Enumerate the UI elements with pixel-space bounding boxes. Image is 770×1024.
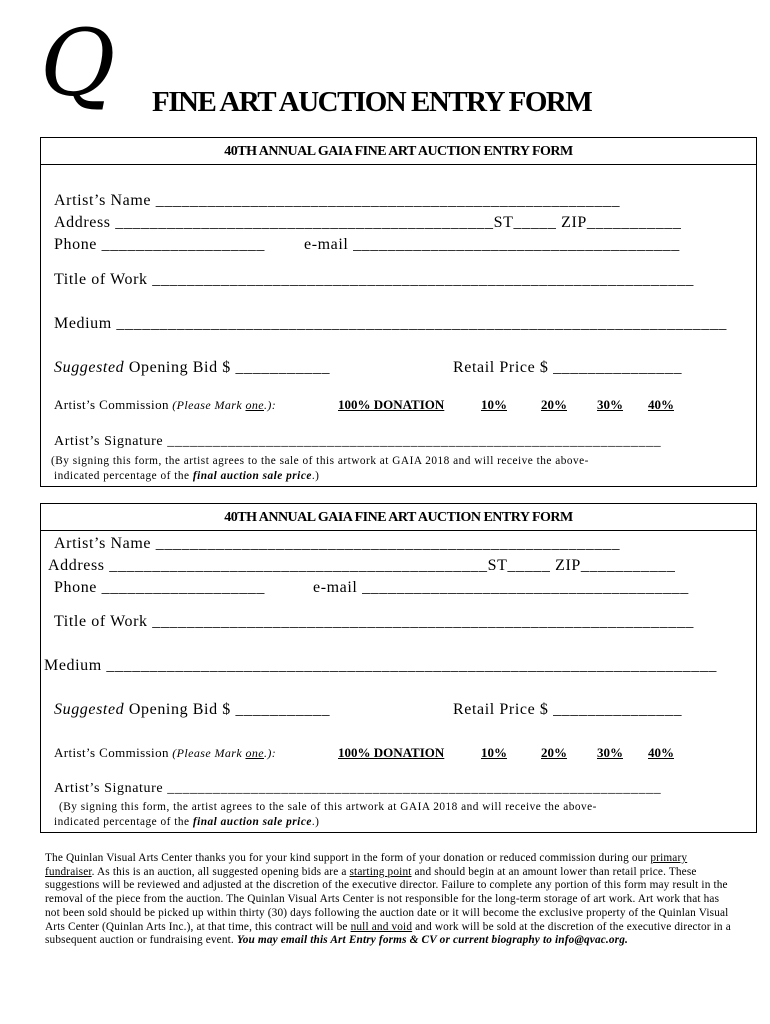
option-20-percent[interactable]: 20%: [541, 397, 567, 412]
final-auction-sale-price: final auction sale price: [192, 470, 312, 482]
option-10-percent[interactable]: 10%: [481, 745, 507, 760]
please-mark-pre: (Please Mark: [172, 746, 246, 760]
opening-bid-field[interactable]: [54, 359, 330, 377]
signature-field[interactable]: Artist’s Signature _________________________________________________________________: [54, 781, 662, 796]
footer-starting-point: starting point: [349, 865, 412, 878]
medium-field[interactable]: Medium _______________________________________________________________________: [54, 315, 728, 332]
option-30-percent[interactable]: 30%: [597, 745, 623, 760]
footer-text-4: and work will be sold at the discretion of the executive director in a subsequent auction or fundraising event.: [45, 920, 731, 947]
agreement-note-line2: [54, 470, 319, 482]
phone-field[interactable]: Phone ___________________: [54, 236, 265, 253]
address-field[interactable]: Address ____________________________________________ST_____ ZIP___________: [54, 214, 682, 231]
title-of-work-field[interactable]: Title of Work _______________________________________________________________: [54, 613, 695, 630]
please-mark-post: .):: [264, 398, 277, 412]
footer-terms: [45, 852, 735, 948]
medium-field[interactable]: Medium _______________________________________________________________________: [44, 657, 718, 674]
please-mark-one: one: [245, 398, 264, 412]
footer-primary-fundraiser: primary fundraiser: [45, 852, 688, 878]
option-40-percent[interactable]: 40%: [648, 397, 674, 412]
artist-name-field[interactable]: Artist’s Name ______________________________________________________: [54, 192, 621, 209]
commission-label: [54, 745, 276, 761]
note-line2-post: .): [311, 816, 320, 828]
agreement-note-line1: (By signing this form, the artist agrees to the sale of this artwork at GAIA 2018 and will receive the above-: [59, 801, 597, 813]
agreement-note-line2: [54, 816, 319, 828]
note-line2-pre: indicated percentage of the: [54, 470, 193, 482]
footer-text-3: and should begin at an amount lower than retail price. These suggestions will be reviewed and adjusted at the discretion of the executive director. Failure to complete any portion of this form may result in the removal of the piece from the auction. The Quinlan Visual Arts Center is not responsible for the long-term storage of art work. Art work that has not been sold should be picked up within thirty (30) days following the auction date or it will become the exclusive property of the Quinlan Visual Arts Center (Quinlan Arts Inc.), at that time, this contract will be: [45, 865, 729, 933]
suggested-label: Suggested: [54, 359, 125, 376]
option-100-donation[interactable]: 100% DONATION: [338, 745, 445, 760]
suggested-label: Suggested: [54, 701, 125, 718]
final-auction-sale-price: final auction sale price: [192, 816, 312, 828]
opening-bid-field[interactable]: [54, 701, 330, 719]
form-header: 40TH ANNUAL GAIA FINE ART AUCTION ENTRY FORM: [41, 138, 756, 165]
note-line2-post: .): [311, 470, 320, 482]
commission-text: Artist’s Commission: [54, 397, 169, 412]
phone-field[interactable]: Phone ___________________: [54, 579, 265, 596]
option-20-percent[interactable]: 20%: [541, 745, 567, 760]
please-mark-one: one: [245, 746, 264, 760]
retail-price-field[interactable]: Retail Price $ _______________: [453, 359, 683, 376]
note-line2-pre: indicated percentage of the: [54, 816, 193, 828]
commission-label: [54, 397, 276, 413]
email-field[interactable]: e-mail ______________________________________: [313, 579, 689, 596]
option-40-percent[interactable]: 40%: [648, 745, 674, 760]
title-of-work-field[interactable]: Title of Work _______________________________________________________________: [54, 271, 695, 288]
signature-field[interactable]: Artist’s Signature _________________________________________________________________: [54, 434, 662, 449]
commission-text: Artist’s Commission: [54, 745, 169, 760]
please-mark-pre: (Please Mark: [172, 398, 246, 412]
option-30-percent[interactable]: 30%: [597, 397, 623, 412]
page-title: FINE ART AUCTION ENTRY FORM: [152, 86, 592, 118]
artist-name-field[interactable]: Artist’s Name ______________________________________________________: [54, 535, 621, 552]
opening-bid-label: Opening Bid $ ___________: [124, 359, 331, 376]
option-10-percent[interactable]: 10%: [481, 397, 507, 412]
entry-form-2: [40, 503, 757, 833]
retail-price-field[interactable]: Retail Price $ _______________: [453, 701, 683, 718]
opening-bid-label: Opening Bid $ ___________: [124, 701, 331, 718]
logo-q: Q: [40, 10, 112, 117]
address-field[interactable]: Address ____________________________________________ST_____ ZIP___________: [48, 557, 676, 574]
email-field[interactable]: e-mail ______________________________________: [304, 236, 680, 253]
option-100-donation[interactable]: 100% DONATION: [338, 397, 445, 412]
entry-form-1: [40, 137, 757, 487]
footer-null-and-void: null and void: [350, 920, 413, 933]
footer-text-1: The Quinlan Visual Arts Center thanks you for your kind support in the form of your donation or reduced commission during our: [45, 852, 651, 864]
footer-text-2: . As this is an auction, all suggested opening bids are a: [91, 865, 350, 878]
please-mark-post: .):: [264, 746, 277, 760]
agreement-note-line1: (By signing this form, the artist agrees to the sale of this artwork at GAIA 2018 and will receive the above-: [51, 455, 589, 467]
form-header: 40TH ANNUAL GAIA FINE ART AUCTION ENTRY FORM: [41, 504, 756, 531]
footer-email-instruction: You may email this Art Entry forms & CV or current biography to info@qvac.org.: [236, 934, 629, 947]
